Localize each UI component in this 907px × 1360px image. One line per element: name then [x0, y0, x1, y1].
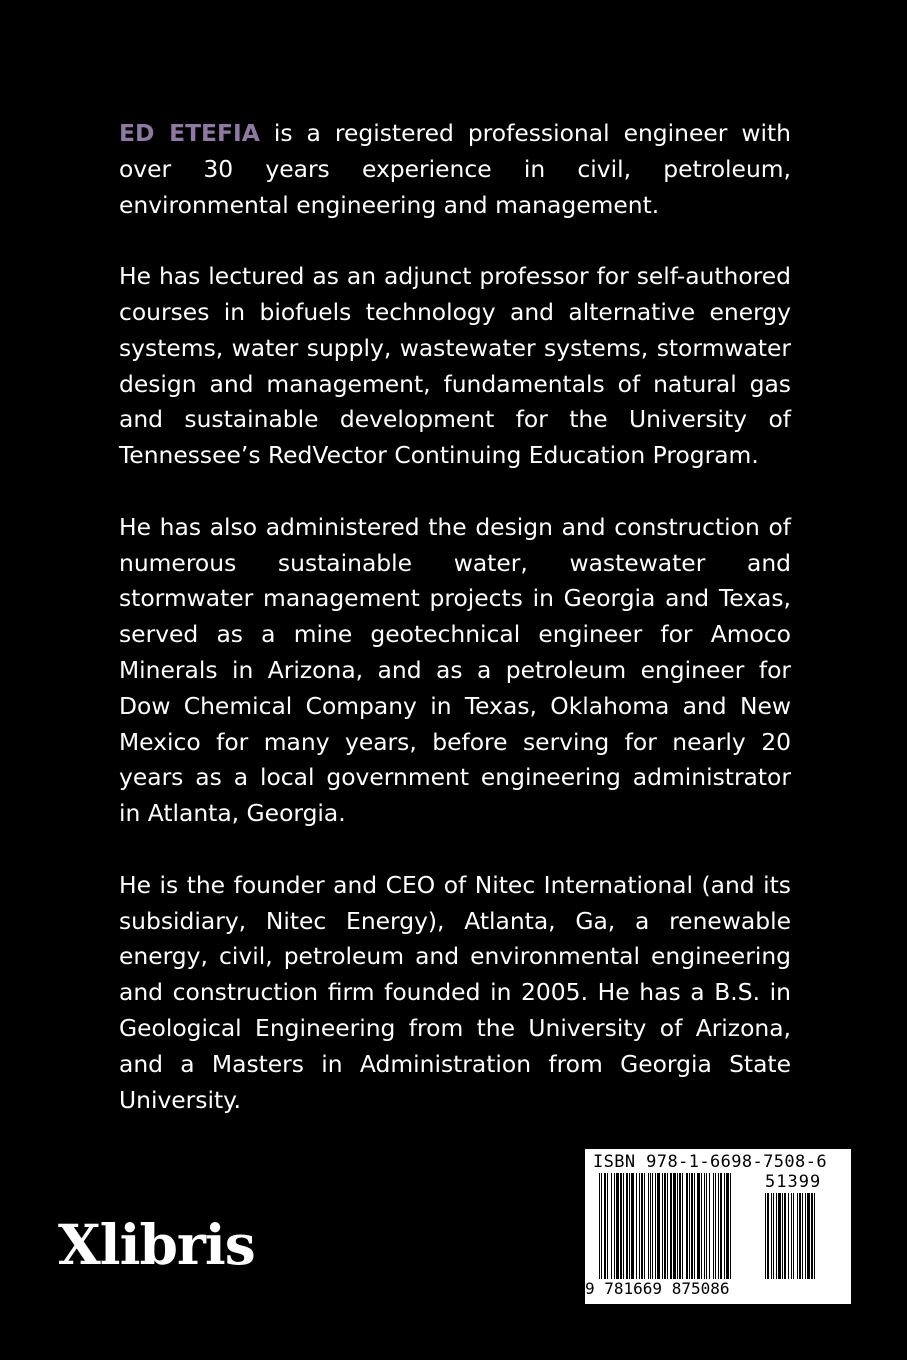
barcode-bar: [730, 1173, 731, 1279]
barcode-bar: [788, 1193, 789, 1279]
barcode-bar: [655, 1173, 656, 1279]
isbn-label: ISBN 978-1-6698-7508-6: [593, 1152, 827, 1172]
barcode-bar: [639, 1173, 640, 1279]
barcode-bar: [636, 1173, 637, 1279]
barcode-bar: [644, 1173, 645, 1279]
barcode-bars-addon: [765, 1193, 835, 1279]
barcode-bar: [793, 1193, 794, 1279]
barcode-bar: [797, 1193, 798, 1279]
barcode-bar: [776, 1193, 777, 1279]
barcode-bar: [784, 1193, 786, 1279]
barcode-bar: [701, 1173, 702, 1279]
barcode-bar: [607, 1173, 608, 1279]
barcode-bar: [599, 1173, 600, 1279]
barcode-bar: [652, 1173, 653, 1279]
barcode-bar: [799, 1193, 801, 1279]
bio-paragraph-1-text: is a registered professional engineer with over 30 years experience in civil, petroleum, environmental engineering and management.: [119, 119, 792, 219]
barcode-bar: [662, 1173, 663, 1279]
barcode-bar: [657, 1173, 660, 1279]
barcode-bars-main: [599, 1173, 759, 1279]
barcode-bar: [811, 1193, 813, 1279]
barcode-bar: [807, 1193, 810, 1279]
barcode-bar: [715, 1173, 716, 1279]
barcode-bar: [650, 1173, 651, 1279]
barcode-bar: [726, 1173, 729, 1279]
barcode-bar: [689, 1173, 690, 1279]
barcode-bar: [641, 1173, 643, 1279]
barcode-digits: 9 781669 875086: [585, 1279, 730, 1298]
author-bio: [119, 116, 791, 1154]
barcode-bar: [709, 1173, 710, 1279]
barcode-bar: [767, 1193, 769, 1279]
bio-paragraph-3: He has also administered the design and construction of numerous sustainable water, wastewater and stormwater management projects in Georgia and Texas, served as a mine geotechnical engineer for Amoco Minerals in Arizona, and as a petroleum engineer for Dow Chemical Company in Texas, Oklahoma and New Mexico for many years, before serving for nearly 20 years as a local government engineering administrator in Atlanta, Georgia.: [119, 512, 791, 828]
barcode-bar: [620, 1173, 622, 1279]
barcode-bar: [791, 1193, 792, 1279]
barcode-bar: [673, 1173, 676, 1279]
barcode-bar: [623, 1173, 624, 1279]
isbn-barcode: [585, 1149, 851, 1304]
barcode-bar: [670, 1173, 672, 1279]
barcode-bar: [648, 1173, 649, 1279]
barcode-bar: [614, 1173, 615, 1279]
barcode-bar: [771, 1193, 772, 1279]
barcode-bar: [667, 1173, 668, 1279]
barcode-bar: [778, 1193, 781, 1279]
barcode-bar: [713, 1173, 714, 1279]
barcode-bar: [694, 1173, 695, 1279]
barcode-bar: [682, 1173, 683, 1279]
barcode-bar: [686, 1173, 688, 1279]
barcode-bar: [601, 1173, 602, 1279]
barcode-bar: [629, 1173, 630, 1279]
author-name: ED ETEFIA: [119, 119, 260, 147]
barcode-bar: [706, 1173, 707, 1279]
barcode-bar: [704, 1173, 705, 1279]
barcode-bar: [805, 1193, 806, 1279]
barcode-bar: [677, 1173, 678, 1279]
barcode-bar: [765, 1193, 766, 1279]
barcode-bar: [691, 1173, 693, 1279]
barcode-bar: [697, 1173, 700, 1279]
barcode-bar: [782, 1193, 783, 1279]
bio-paragraph-1: [119, 116, 791, 223]
price-code: 51399: [765, 1172, 822, 1192]
barcode-bar: [631, 1173, 634, 1279]
barcode-bar: [664, 1173, 666, 1279]
barcode-bar: [773, 1193, 774, 1279]
barcode-bar: [679, 1173, 681, 1279]
bio-paragraph-2: He has lectured as an adjunct professor for self-authored courses in biofuels technology and alternative energy systems, water supply, wastewater systems, stormwater design and management, fundamentals of natural gas and sustainable development for the University of Tennessee’s RedVector Continuing Education Program.: [119, 262, 791, 470]
barcode-bar: [616, 1173, 619, 1279]
barcode-bar: [626, 1173, 628, 1279]
barcode-bar: [604, 1173, 606, 1279]
barcode-bar: [720, 1173, 722, 1279]
bio-paragraph-4: He is the founder and CEO of Nitec International (and its subsidiary, Nitec Energy), Atlanta, Ga, a renewable energy, civil, petroleum and environmental engineering and construction firm founded in 2005. He has a B.S. in Geological Engineering from the University of Arizona, and a Masters in Administration from Georgia State University.: [119, 870, 791, 1114]
barcode-bar: [814, 1193, 815, 1279]
publisher-logo: Xlibris: [58, 1212, 255, 1277]
barcode-bar: [802, 1193, 803, 1279]
barcode-bar: [718, 1173, 719, 1279]
barcode-bar: [611, 1173, 612, 1279]
barcode-bar: [724, 1173, 725, 1279]
